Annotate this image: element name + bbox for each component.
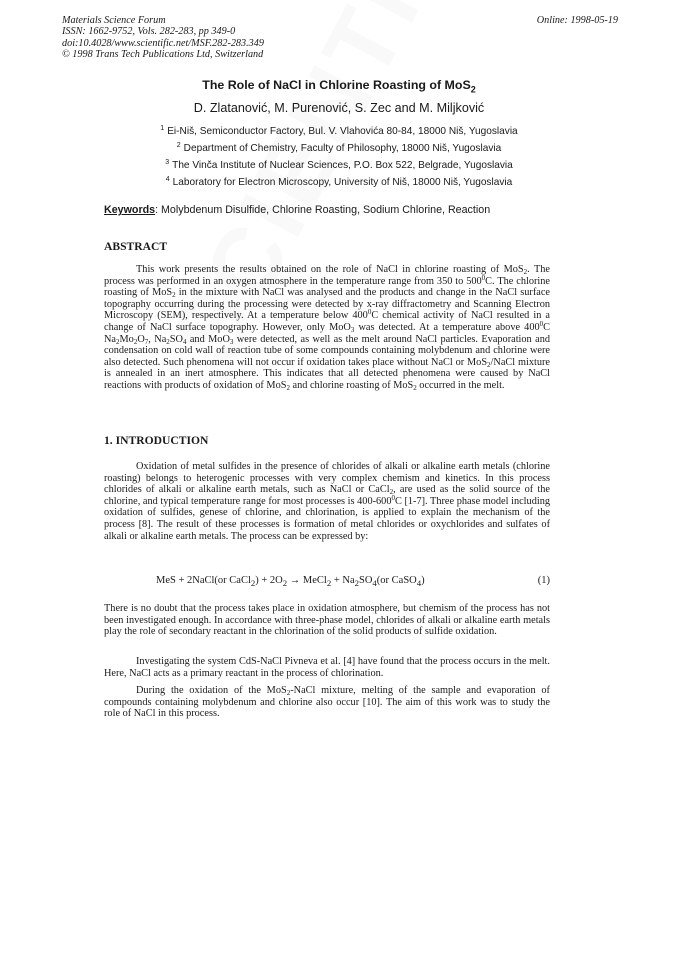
- abstract-text: This work presents the results obtained on the role of NaCl in chlorine roasting of MoS$_2$. The process was performed in an oxygen atmosphere in the temperature range from 350 to $500^0C$. The chlorine roasting of MoS$_2$ in the mixture with NaCl was analysed and the products and change in the NaCl surface topography occurring during the processing were detected by x-ray diffractometry and Scanning Electron Microscopy (SEM), respectively. At a temperature below $400^0C$ chemical activity of NaCl resulted in a change of NaCl surface topography. However, only MoO$_3$ was detected. At a temperature above $400^0C$ $Na_2Mo_2O_7$, $Na_2SO_4$ and MoO$_3$ were detected, as well as the melt around NaCl particles. Evaporation and condensation on cold wall of reaction tube of some compounds containing molybdenum and chlorine were also detected. Such phenomena will not occur if oxidation takes place without NaCl or MoS$_2$/NaCl mixture is annealed in an inert atmosphere. This indicates that all detected phenomena were caused by NaCl reactions with products of oxidation of MoS$_2$ and chlorine roasting of MoS$_2$ occurred in the melt.: [104, 264, 550, 392]
- introduction-paragraph-4: During the oxidation of the MoS$_2$-NaCl mixture, melting of the sample and evaporation of compounds containing molybdenum and chlorine also occur [10]. The aim of this work was to study the role of NaCl in this process.: [104, 685, 550, 720]
- equation-number: (1): [537, 575, 550, 586]
- affiliation-4: $^4$ Laboratory for Electron Microscopy, University of Niš, 18000 Niš, Yugoslavia: [165, 176, 513, 188]
- affiliation-2: $^2$ Department of Chemistry, Faculty of Philosophy, 18000 Niš, Yugoslavia: [176, 142, 502, 154]
- keywords-text: : Molybdenum Disulfide, Chlorine Roasting, Sodium Chlorine, Reaction: [155, 204, 491, 216]
- affiliation-3: $^3$ The Vinča Institute of Nuclear Sciences, P.O. Box 522, Belgrade, Yugoslavia: [165, 159, 513, 171]
- copyright-line: © 1998 Trans Tech Publications Ltd, Switzerland: [62, 49, 264, 61]
- keywords-label: Keywords: [104, 204, 156, 216]
- introduction-paragraph-3: Investigating the system CdS-NaCl Pivneva et al. [4] have found that the process occurs in the melt. Here, NaCl acts as a primary reactant in the process of chlorination.: [104, 656, 550, 679]
- issn-line: ISSN: 1662-9752, Vols. 282-283, pp 349-0: [62, 26, 236, 38]
- introduction-paragraph-2: There is no doubt that the process takes place in oxidation atmosphere, but chemism of the process has not been investigated enough. In accordance with three-phase model, chlorides of alkali or alkaline earth metals play the role of secondary reactant in the chlorination of the solid products of sulfide oxidation.: [104, 603, 550, 638]
- abstract-heading: ABSTRACT: [104, 240, 168, 253]
- doi-link[interactable]: doi:10.4028/www.scientific.net/MSF.282-283.349: [62, 37, 264, 49]
- equation-text: MeS + 2NaCl(or CaCl$_2$) + $2O_2$ → MeCl$_2$ + $Na_2SO_4(or$ CaSO$_4$): [156, 575, 425, 589]
- affiliation-1: $^1$ Ei-Niš, Semiconductor Factory, Bul. V. Vlahovića 80-84, 18000 Niš, Yugoslavia: [160, 125, 518, 137]
- keywords-line: [104, 204, 490, 216]
- paper-title: The Role of NaCl in Chlorine Roasting of MoS$_2$: [202, 78, 476, 95]
- citation-header: [62, 15, 264, 61]
- author-list: D. Zlatanović, M. Purenović, S. Zec and M. Miljković: [193, 101, 485, 115]
- online-date: Online: 1998-05-19: [536, 15, 618, 26]
- introduction-paragraph-1: Oxidation of metal sulfides in the presence of chlorides of alkali or alkaline earth metals (chlorine roasting) belongs to heterogenic processes with very complex chemism and kinetics. In this process chlorides of alkali or alkaline earth metals, such as NaCl or CaCl$_2$, are used as the solid source of the chlorine, and typical temperature range for most processes is $400-600^0C$ [1-7]. Three phase model including oxidation of sulfides, genese of chlorine, and chlorination, is applied to explain the mechanism of the process [8]. The result of these processes is formation of metal chlorides or oxychlorides and sulfates of alkali or alkaline earth metals. The process can be expressed by:: [104, 461, 551, 542]
- journal-name: Materials Science Forum: [62, 15, 166, 26]
- introduction-heading: 1. INTRODUCTION: [104, 434, 209, 447]
- affiliations: [0, 125, 678, 193]
